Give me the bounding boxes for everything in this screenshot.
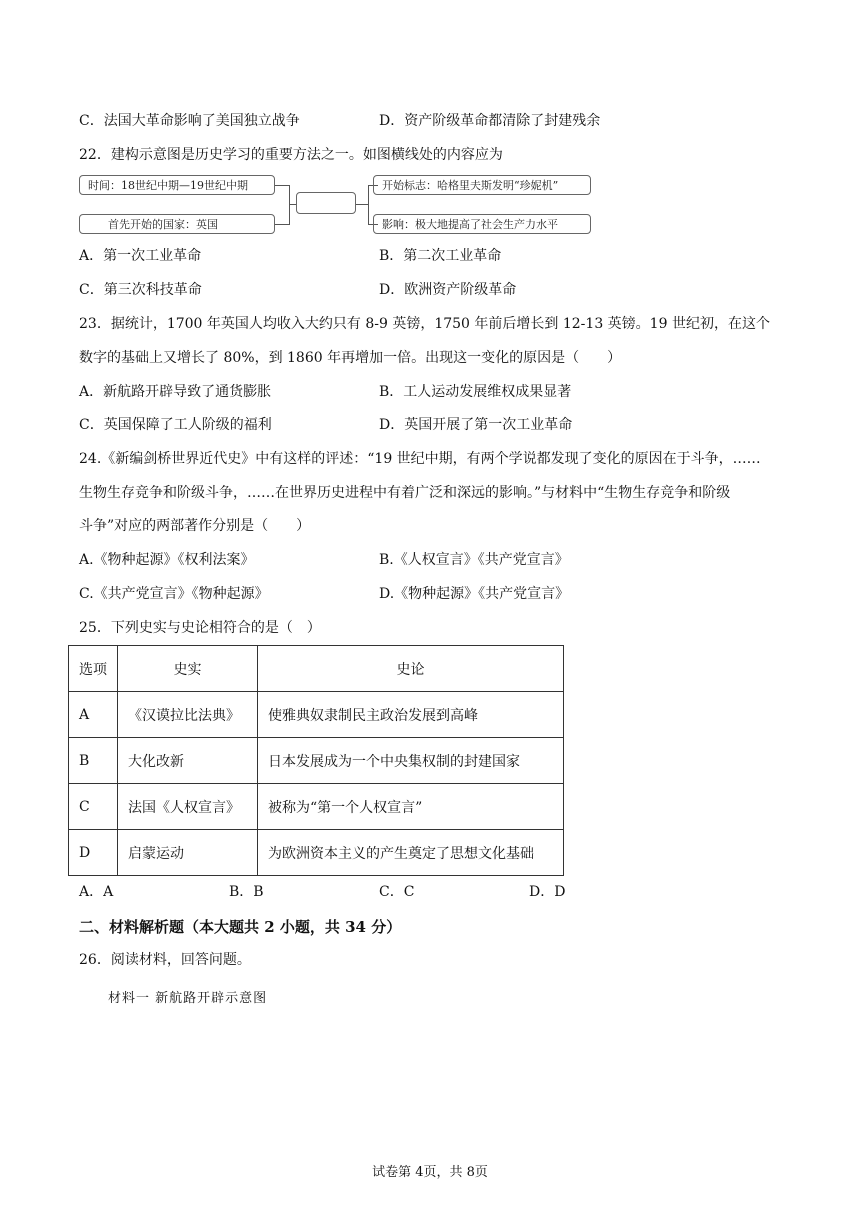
q22-option-a: A．第一次工业革命 [79,248,202,264]
diagram-connector-right [356,204,368,205]
table-row [69,784,564,830]
table-cell: 为欧洲资本主义的产生奠定了思想文化基础 [258,830,564,876]
q22-option-c: C．第三次科技革命 [79,282,202,298]
q24-stem-line1: 24.《新编剑桥世界近代史》中有这样的评述：“19 世纪中期，有两个学说都发现了变化的原因在于斗争，…… [79,451,761,467]
q25-table [68,645,564,876]
section2-title: 二、材料解析题（本大题共 2 小题，共 34 分） [79,918,402,936]
q23-option-d: D．英国开展了第一次工业革命 [379,417,573,433]
q25-option-b: B．B [229,884,264,900]
table-cell: 日本发展成为一个中央集权制的封建国家 [258,738,564,784]
header-option: 选项 [69,646,118,692]
table-cell: A [69,692,118,738]
header-argument: 史论 [258,646,564,692]
diagram-right-top: 开始标志：哈格里夫斯发明“珍妮机” [373,175,591,195]
q25-option-c: C．C [379,884,415,900]
diagram-right-bottom: 影响：极大地提高了社会生产力水平 [373,214,591,234]
header-fact: 史实 [118,646,258,692]
q24-stem-line2: 生物生存竞争和阶级斗争，……在世界历史进程中有着广泛和深远的影响。”与材料中“生物生存竞争和阶级 [79,485,731,501]
table-cell: 启蒙运动 [118,830,258,876]
table-cell: 大化改新 [118,738,258,784]
q23-stem-line1: 23．据统计，1700 年英国人均收入大约只有 8-9 英镑，1750 年前后增长到 12-13 英镑。19 世纪初，在这个 [79,316,770,332]
q24-option-b: B.《人权宣言》《共产党宣言》 [379,552,569,568]
table-cell: 《汉谟拉比法典》 [118,692,258,738]
q22-stem: 22．建构示意图是历史学习的重要方法之一。如图横线处的内容应为 [79,147,503,163]
q26-material1-label: 材料一 新航路开辟示意图 [108,991,268,1006]
diagram-center-blank [296,192,356,214]
q22-option-d: D．欧洲资产阶级革命 [379,282,517,298]
q26-stem: 26．阅读材料，回答问题。 [79,952,251,968]
q24-option-a: A.《物种起源》《权利法案》 [79,552,255,568]
q25-stem: 25．下列史实与史论相符合的是（ ） [79,620,321,636]
page-footer: 试卷第 4页，共 8页 [372,1165,488,1180]
diagram-left-top: 时间：18世纪中期—19世纪中期 [79,175,275,195]
q23-option-b: B．工人运动发展维权成果显著 [379,384,572,400]
q22-option-b: B．第二次工业革命 [379,248,502,264]
table-header-row [69,646,564,692]
q21-option-d: D．资产阶级革命都清除了封建残余 [379,113,601,129]
q25-option-a: A．A [79,884,114,900]
table-cell: D [69,830,118,876]
diagram-left-bracket [275,185,290,225]
q24-stem-line3: 斗争”对应的两部著作分别是（ ） [79,518,311,534]
table-cell: 被称为“第一个人权宣言” [258,784,564,830]
q21-option-c: C．法国大革命影响了美国独立战争 [79,113,300,129]
table-row [69,830,564,876]
q24-option-d: D.《物种起源》《共产党宣言》 [379,586,570,602]
q24-option-c: C.《共产党宣言》《物种起源》 [79,586,269,602]
q23-stem-line2: 数字的基础上又增长了 80%，到 1860 年再增加一倍。出现这一变化的原因是（ ） [79,350,622,366]
q25-option-d: D．D [529,884,566,900]
table-cell: 法国《人权宣言》 [118,784,258,830]
table-cell: B [69,738,118,784]
table-cell: 使雅典奴隶制民主政治发展到高峰 [258,692,564,738]
q23-option-c: C．英国保障了工人阶级的福利 [79,417,272,433]
q23-option-a: A．新航路开辟导致了通货膨胀 [79,384,272,400]
table-row [69,738,564,784]
diagram-left-bottom: 首先开始的国家：英国 [79,214,275,234]
table-row [69,692,564,738]
table-cell: C [69,784,118,830]
